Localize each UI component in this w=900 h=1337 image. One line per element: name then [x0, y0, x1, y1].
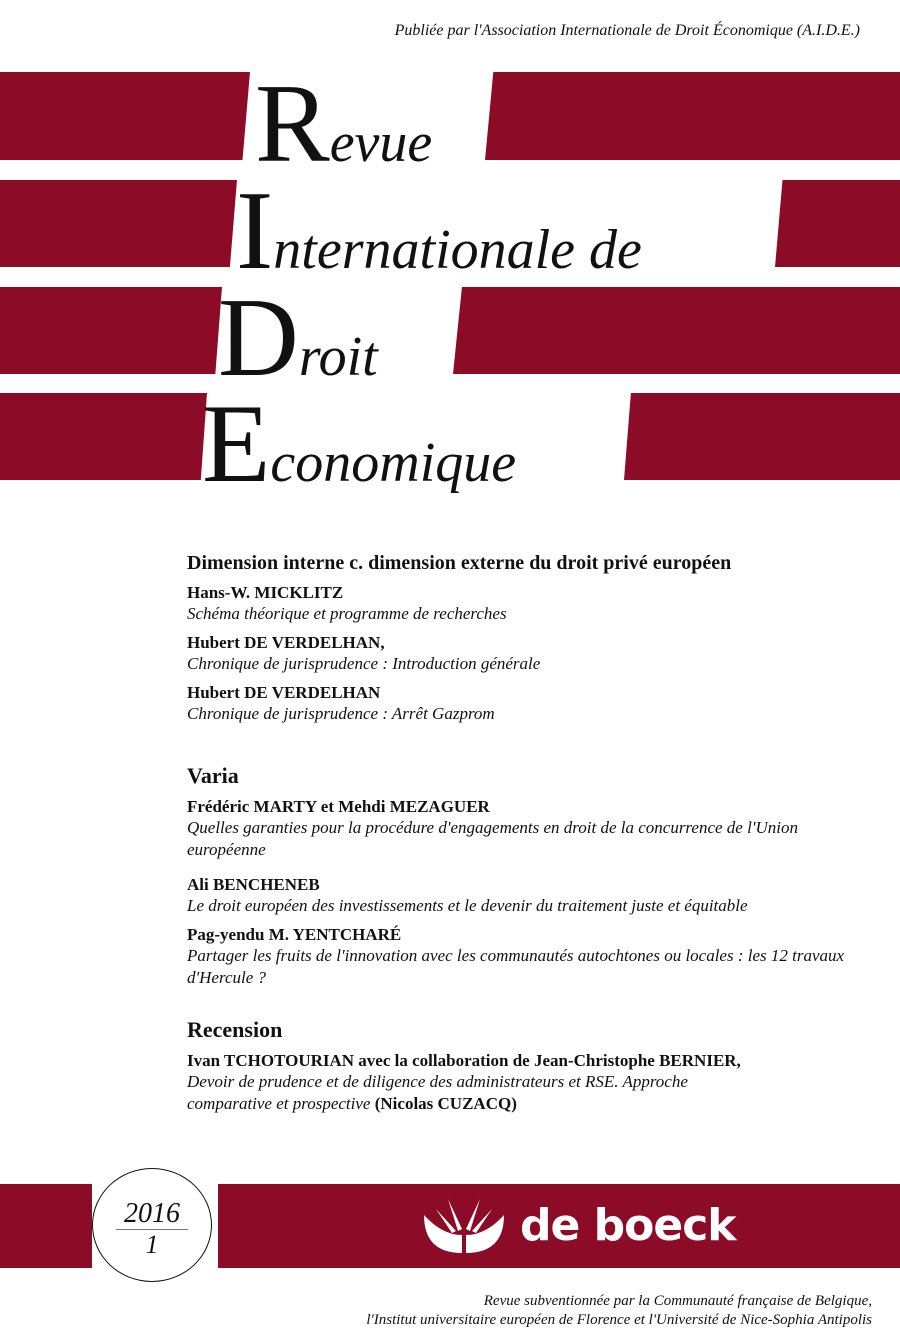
- title-rest: roit: [298, 326, 378, 388]
- title-band: [453, 287, 900, 374]
- author: Hubert DE VERDELHAN,: [187, 633, 385, 652]
- article-title: Quelles garanties pour la procédure d'engagements en droit de la concurrence de l'Union européenne: [187, 818, 798, 859]
- title-cap: E: [202, 382, 271, 506]
- section-heading: Recension: [187, 1017, 283, 1042]
- title-line-revue: [255, 62, 433, 186]
- publisher-logo: [422, 1195, 736, 1255]
- article-title: Schéma théorique et programme de recherches: [187, 604, 507, 623]
- section-heading: Varia: [187, 763, 239, 788]
- author: Hans-W. MICKLITZ: [187, 583, 344, 602]
- title-rest: nternationale de: [273, 219, 642, 281]
- table-of-contents: [187, 552, 867, 1115]
- author: Frédéric MARTY et Mehdi MEZAGUER: [187, 797, 490, 816]
- title-cap: D: [218, 276, 299, 400]
- title-line-internationale: [236, 169, 642, 293]
- issue-year: 2016: [116, 1199, 188, 1230]
- footer-line: l'Institut universitaire européen de Florence et l'Université de Nice-Sophia Antipolis: [366, 1312, 872, 1328]
- leaf-logo-icon: [422, 1195, 506, 1255]
- title-cap: I: [236, 169, 274, 293]
- title-band: [485, 72, 900, 160]
- footer-band-left: [0, 1184, 92, 1268]
- publisher-note: Publiée par l'Association Internationale de Droit Économique (A.I.D.E.): [394, 22, 860, 39]
- issue-number: 1: [145, 1230, 159, 1259]
- author: Pag-yendu M. YENTCHARÉ: [187, 925, 402, 944]
- title-rest: conomique: [270, 432, 517, 494]
- review-title: Devoir de prudence et de diligence des administrateurs et RSE. Approche comparative et prospective: [187, 1072, 688, 1113]
- author: Ali BENCHENEB: [187, 875, 320, 894]
- logo-text: de boeck: [520, 1199, 736, 1251]
- title-band: [0, 393, 207, 480]
- section-heading: Dimension interne c. dimension externe du droit privé européen: [187, 552, 732, 574]
- article-title: Partager les fruits de l'innovation avec les communautés autochtones ou locales : les 12 travaux d'Hercule ?: [187, 946, 845, 987]
- title-line-droit: [218, 276, 378, 400]
- reviewer: (Nicolas CUZACQ): [374, 1094, 517, 1113]
- article-title: Chronique de jurisprudence : Arrêt Gazprom: [187, 704, 495, 723]
- footer-line: Revue subventionnée par la Communauté française de Belgique,: [483, 1293, 872, 1309]
- article-title: Le droit européen des investissements et le devenir du traitement juste et équitable: [187, 896, 748, 915]
- author: Hubert DE VERDELHAN: [187, 683, 381, 702]
- title-rest: evue: [329, 112, 433, 174]
- article-title: [187, 1071, 727, 1115]
- title-band: [0, 72, 250, 160]
- title-band: [624, 393, 900, 480]
- author: Ivan TCHOTOURIAN avec la collaboration de Jean-Christophe BERNIER,: [187, 1051, 741, 1070]
- title-band: [0, 180, 237, 267]
- title-cap: R: [255, 62, 330, 186]
- article-title: Chronique de jurisprudence : Introduction générale: [187, 654, 541, 673]
- title-band: [0, 287, 222, 374]
- title-band: [775, 180, 900, 267]
- title-line-economique: [202, 382, 517, 506]
- issue-badge: [92, 1168, 212, 1282]
- footer-note: [366, 1292, 872, 1330]
